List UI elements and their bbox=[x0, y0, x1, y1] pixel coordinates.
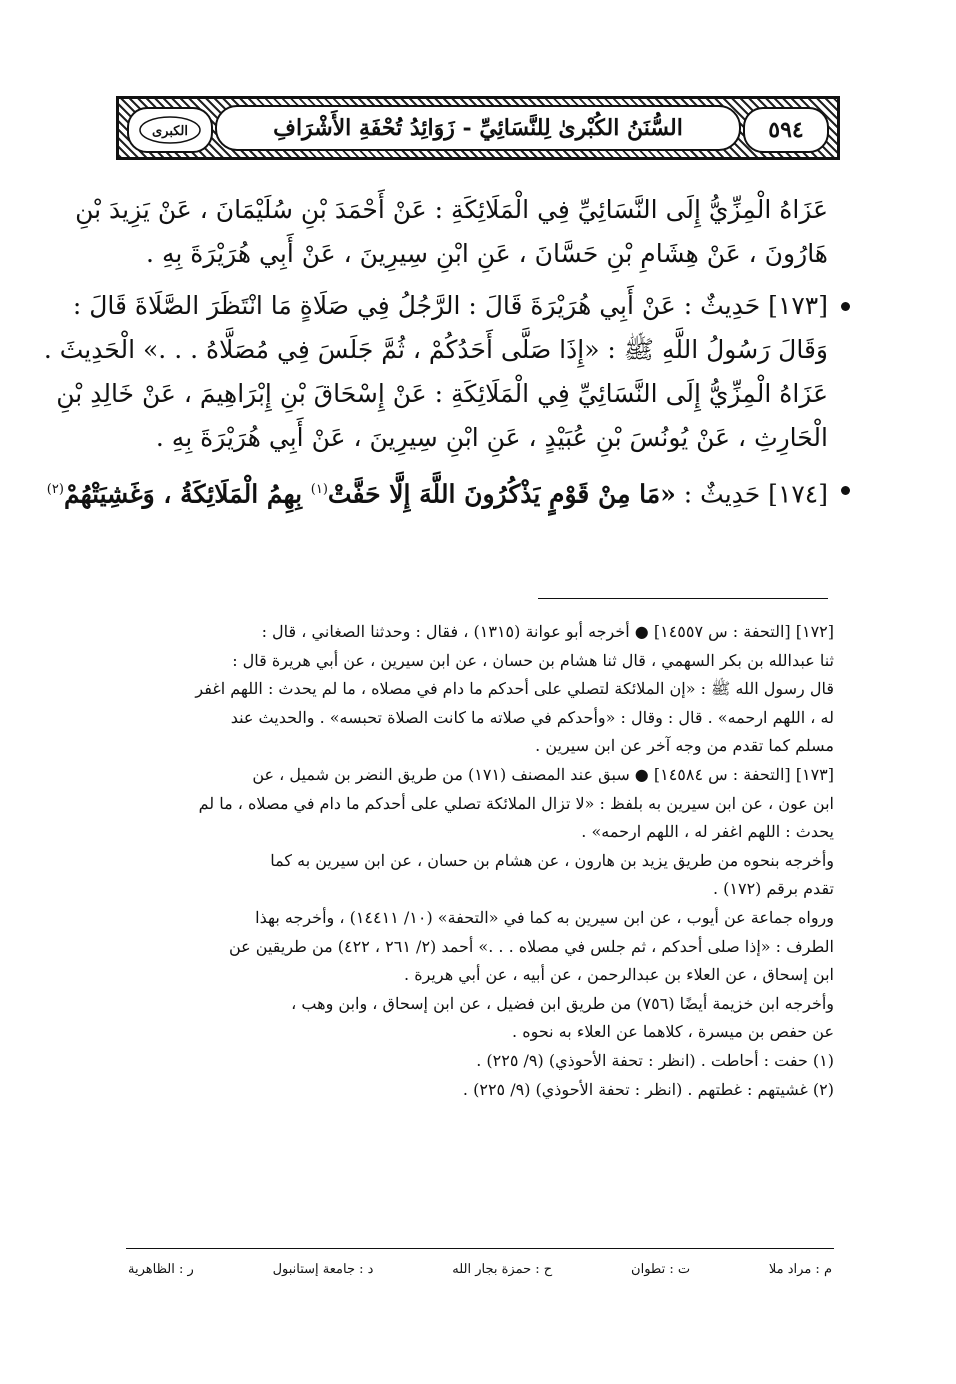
note-line: تقدم برقم (١٧٢) . bbox=[712, 879, 834, 899]
footnote-2: (٢) غشيتهم : غطتهم . (انظر : تحفة الأحوذي) (٩/ ٢٢٥) . bbox=[462, 1079, 834, 1099]
bullet-icon bbox=[841, 486, 850, 495]
note-172 bbox=[104, 618, 834, 761]
note-line: ابن عون ، عن ابن سيرين به بلفظ : «لا تزال الملائكة تصلي على أحدكم ما دام في مصلاه ، ما لم bbox=[198, 793, 834, 813]
note-line: ورواه جماعة عن أيوب ، عن ابن سيرين به كما في «التحفة» (١٠/ ١٤٤١١) ، وأخرجه بهذا bbox=[255, 907, 834, 927]
manuscript-legend bbox=[126, 1262, 834, 1277]
paragraph-173 bbox=[43, 284, 828, 460]
note-line: له ، اللهم ارحمه» . قال : وقال : «وأحدكم في صلاته ما كانت الصلاة تحبسه» . والحديث عند bbox=[230, 707, 834, 727]
legend-item: د : جامعة إستانبول bbox=[272, 1262, 374, 1277]
note-173 bbox=[104, 761, 834, 1047]
note-line: [١٧٣] [التحفة : س ١٤٥٨٤] ● سبق عند المصنف (١٧١) من طريق النضر بن شميل ، عن bbox=[252, 764, 834, 784]
legend-item: م : مراد ملا bbox=[768, 1262, 832, 1277]
legend-item: ح : حمزة بجار الله bbox=[452, 1262, 553, 1277]
page-number: ٥٩٤ bbox=[743, 107, 829, 153]
hadith-quote-a: «مَا مِنْ قَوْمٍ يَذْكُرُونَ اللَّهَ إِلَّا حَفَّتْ bbox=[327, 479, 676, 509]
legend-item: ت : تطوان bbox=[631, 1262, 691, 1277]
main-text bbox=[43, 188, 828, 524]
paragraph-174 bbox=[46, 468, 828, 516]
text-line: [١٧٣] حَدِيثٌ : عَنْ أَبِي هُرَيْرَةَ قَالَ : الرَّجُلُ فِي صَلَاةٍ مَا انْتَظَرَ الصَّلَاةَ قَالَ : bbox=[72, 291, 828, 320]
footnote-ref-1: (١) bbox=[310, 482, 328, 497]
text-line: الْحَارِثِ ، عَنْ يُونُسَ بْنِ عُبَيْدٍ ، عَنِ ابْنِ سِيرِينَ ، عَنْ أَبِي هُرَيْرَةَ بِهِ . bbox=[155, 423, 828, 452]
paragraph-172-attribution bbox=[75, 188, 828, 276]
hadith-quote-b: بِهِمُ الْمَلَائِكَةُ ، وَغَشِيَتْهُمْ bbox=[63, 479, 311, 509]
footnote-separator bbox=[538, 598, 828, 599]
seal-logo-icon bbox=[127, 107, 213, 153]
note-line: يحدث : اللهم اغفر له ، اللهم ارحمه» . bbox=[581, 822, 834, 842]
svg-text:الكبرى: الكبرى bbox=[151, 124, 189, 139]
note-line: وأخرجه ابن خزيمة أيضًا (٧٥٦) من طريق ابن فضيل ، عن ابن إسحاق ، وابن وهب ، bbox=[291, 993, 834, 1013]
note-line: الطرف : «إذا صلى أحدكم ، ثم جلس في مصلاه . . .» أحمد (٢/ ٢٦١ ، ٤٢٢) من طريقين عن bbox=[228, 936, 834, 956]
footnote-ref-2: (٢) bbox=[46, 482, 64, 497]
text-line: عَزَاهُ الْمِزِّيُّ إِلَى النَّسَائِيِّ فِي الْمَلَائِكَةِ : عَنْ إِسْحَاقَ بْنِ إِبْرَاهِيمَ ، عَنْ خَالِدِ بْنِ bbox=[56, 379, 828, 408]
footnote-1: (١) حفت : أحاطت . (انظر : تحفة الأحوذي) (٩/ ٢٢٥) . bbox=[476, 1050, 834, 1070]
note-line: وأخرجه بنحوه من طريق يزيد بن هارون ، عن هشام بن حسان ، عن ابن سيرين به كما bbox=[270, 850, 834, 870]
note-line: ثنا عبدالله بن بكر السهمي ، قال ثنا هشام بن حسان ، عن ابن سيرين ، عن أبي هريرة قال : bbox=[232, 650, 834, 670]
note-line: قال رسول الله ﷺ : «إن الملائكة لتصلي على أحدكم ما دام في مصلاه ، ما لم يحدث : اللهم اغفر bbox=[195, 679, 834, 699]
text-line: وَقَالَ رَسُولُ اللَّهِ ﷺ : «إِذَا صَلَّى أَحَدُكُمْ ، ثُمَّ جَلَسَ فِي مُصَلَّاهُ . . .» الْحَدِيثَ . bbox=[43, 335, 828, 364]
note-line: عن حفص بن ميسرة ، كلاهما عن العلاء به نحوه . bbox=[512, 1022, 834, 1042]
page-header bbox=[116, 96, 840, 160]
text-line: عَزَاهُ الْمِزِّيُّ إِلَى النَّسَائِيِّ فِي الْمَلَائِكَةِ : عَنْ أَحْمَدَ بْنِ سُلَيْمَانَ ، عَنْ يَزِيدَ بْنِ bbox=[75, 195, 828, 224]
seal-emblem-icon bbox=[135, 113, 205, 147]
text-line: هَارُونَ ، عَنْ هِشَامِ بْنِ حَسَّانَ ، عَنِ ابْنِ سِيرِينَ ، عَنْ أَبِي هُرَيْرَةَ بِهِ . bbox=[146, 239, 828, 268]
text-line bbox=[46, 468, 828, 516]
header-title-frame bbox=[215, 105, 741, 151]
legend-separator bbox=[126, 1248, 834, 1249]
hadith-prefix: [١٧٤] حَدِيثٌ : bbox=[675, 479, 828, 509]
legend-item: ر : الظاهرية bbox=[128, 1262, 194, 1277]
note-line: مسلم كما تقدم من وجه آخر عن ابن سيرين . bbox=[535, 736, 834, 756]
header-title: السُّنَنُ الكُبْرىٰ لِلنَّسَائِيِّ - زَوَائِدُ تُحْفَةِ الأَشْرَافِ bbox=[273, 115, 683, 141]
footnotes bbox=[104, 618, 834, 1104]
bullet-icon bbox=[841, 302, 850, 311]
note-line: ابن إسحاق ، عن العلاء بن عبدالرحمن ، عن أبيه ، عن أبي هريرة . bbox=[404, 965, 834, 985]
note-line: [١٧٢] [التحفة : س ١٤٥٥٧] ● أخرجه أبو عوانة (١٣١٥) ، فقال : وحدثنا الصغاني ، قال : bbox=[261, 622, 834, 641]
